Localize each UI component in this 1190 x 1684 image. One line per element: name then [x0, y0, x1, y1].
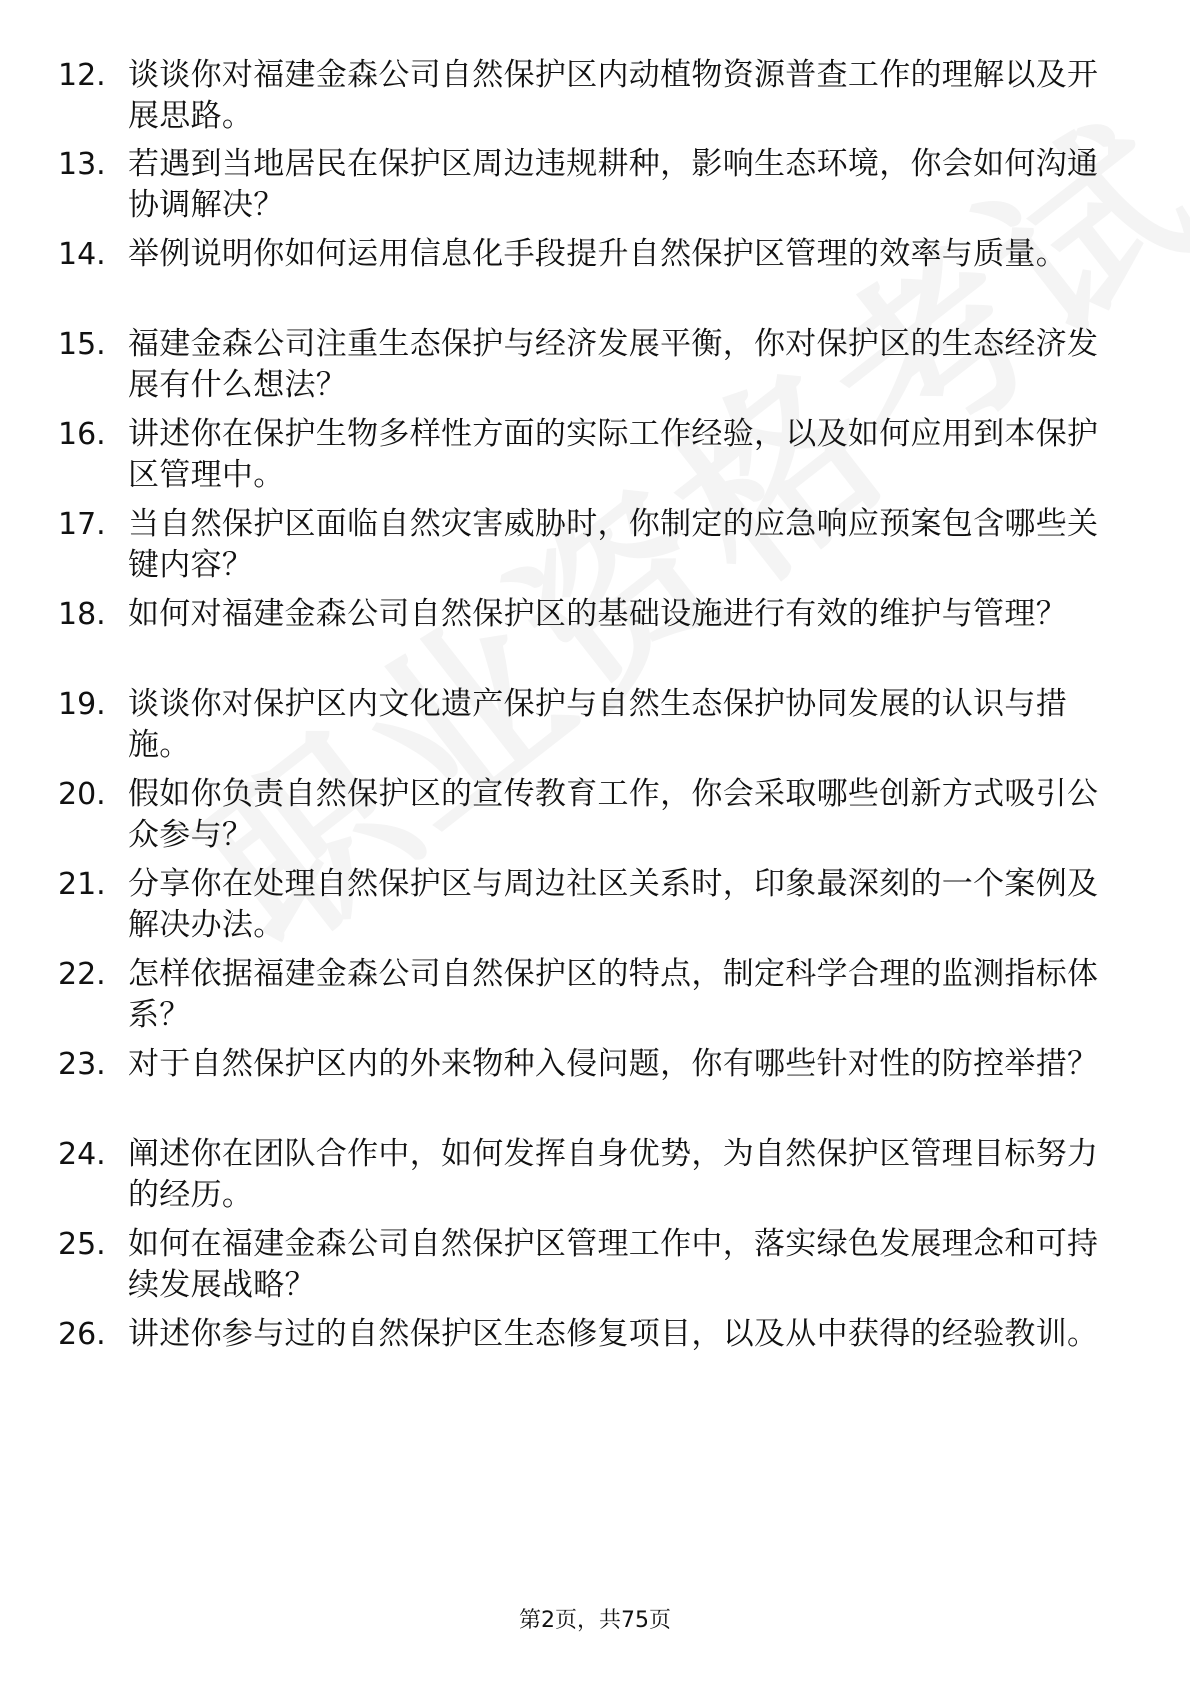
- question-number: 15.: [58, 327, 106, 362]
- question-item: [0, 55, 1190, 145]
- question-item: [0, 324, 1190, 414]
- question-item: [0, 594, 1190, 684]
- question-item: [0, 414, 1190, 504]
- question-text: 举例说明你如何运用信息化手段提升自然保护区管理的效率与质量。: [128, 236, 1067, 272]
- question-number: 23.: [58, 1047, 106, 1082]
- question-text: 阐述你在团队合作中，如何发挥自身优势，为自然保护区管理目标努力的经历。: [128, 1136, 1099, 1213]
- question-item: [0, 954, 1190, 1044]
- question-text: 谈谈你对福建金森公司自然保护区内动植物资源普查工作的理解以及开展思路。: [128, 57, 1099, 134]
- question-text: 分享你在处理自然保护区与周边社区关系时，印象最深刻的一个案例及解决办法。: [128, 866, 1099, 943]
- question-text: 谈谈你对保护区内文化遗产保护与自然生态保护协同发展的认识与措施。: [128, 686, 1067, 763]
- question-text: 当自然保护区面临自然灾害威胁时，你制定的应急响应预案包含哪些关键内容？: [128, 506, 1099, 583]
- question-number: 13.: [58, 147, 106, 182]
- question-number: 26.: [58, 1317, 106, 1352]
- question-number: 21.: [58, 867, 106, 902]
- question-item: [0, 864, 1190, 954]
- question-number: 25.: [58, 1227, 106, 1262]
- question-item: [0, 1314, 1190, 1404]
- question-number: 18.: [58, 597, 106, 632]
- question-text: 讲述你在保护生物多样性方面的实际工作经验，以及如何应用到本保护区管理中。: [128, 416, 1099, 493]
- question-text: 怎样依据福建金森公司自然保护区的特点，制定科学合理的监测指标体系？: [128, 956, 1099, 1033]
- question-number: 17.: [58, 507, 106, 542]
- question-number: 24.: [58, 1137, 106, 1172]
- question-item: [0, 234, 1190, 324]
- question-text: 讲述你参与过的自然保护区生态修复项目，以及从中获得的经验教训。: [128, 1316, 1099, 1352]
- question-number: 14.: [58, 237, 106, 272]
- question-item: [0, 684, 1190, 774]
- question-item: [0, 1134, 1190, 1224]
- question-number: 16.: [58, 417, 106, 452]
- question-item: [0, 504, 1190, 594]
- question-text: 对于自然保护区内的外来物种入侵问题，你有哪些针对性的防控举措？: [128, 1046, 1099, 1082]
- question-item: [0, 1224, 1190, 1314]
- question-number: 20.: [58, 777, 106, 812]
- question-item: [0, 774, 1190, 864]
- question-text: 如何在福建金森公司自然保护区管理工作中，落实绿色发展理念和可持续发展战略？: [128, 1226, 1099, 1303]
- question-text: 假如你负责自然保护区的宣传教育工作，你会采取哪些创新方式吸引公众参与？: [128, 776, 1099, 853]
- question-number: 19.: [58, 687, 106, 722]
- page-footer: 第2页，共75页: [519, 1608, 671, 1633]
- question-item: [0, 1044, 1190, 1134]
- question-text: 如何对福建金森公司自然保护区的基础设施进行有效的维护与管理？: [128, 596, 1067, 632]
- question-item: [0, 144, 1190, 234]
- question-number: 12.: [58, 58, 106, 93]
- question-text: 福建金森公司注重生态保护与经济发展平衡，你对保护区的生态经济发展有什么想法？: [128, 326, 1099, 403]
- question-number: 22.: [58, 957, 106, 992]
- question-text: 若遇到当地居民在保护区周边违规耕种，影响生态环境，你会如何沟通协调解决？: [128, 146, 1099, 223]
